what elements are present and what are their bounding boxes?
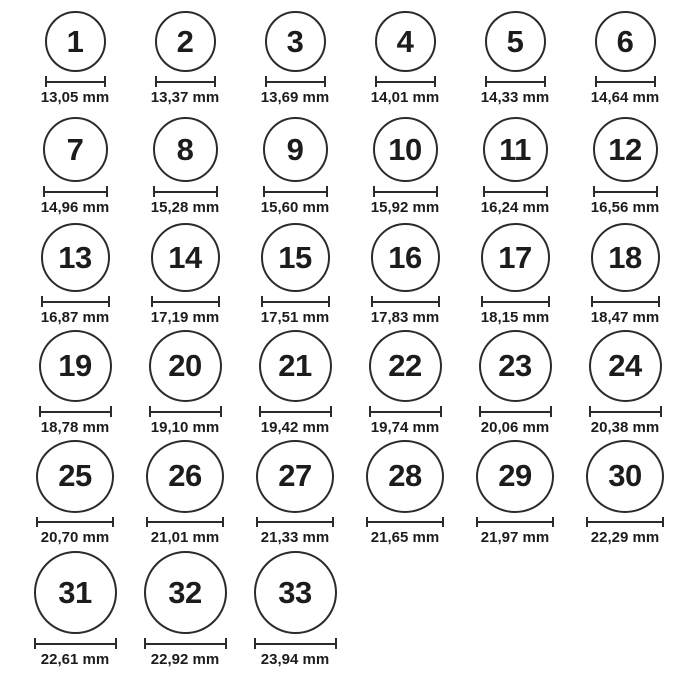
diameter-label: 19,10 mm bbox=[150, 419, 220, 436]
ruler-right-tick bbox=[115, 638, 117, 649]
diameter-ruler bbox=[254, 638, 337, 649]
ring-size-cell bbox=[240, 0, 350, 110]
ring-circle bbox=[263, 117, 328, 182]
ring-size-number: 17 bbox=[498, 239, 532, 275]
ring-size-number: 15 bbox=[278, 239, 312, 275]
ruler-line bbox=[589, 411, 662, 413]
ruler-line bbox=[36, 521, 114, 523]
ring-size-number: 24 bbox=[608, 348, 642, 384]
ring-circle bbox=[485, 11, 546, 72]
ring-size-cell bbox=[350, 110, 460, 220]
ruler-line bbox=[371, 301, 440, 303]
ruler-right-tick bbox=[112, 517, 114, 527]
diameter-label: 18,47 mm bbox=[590, 309, 660, 326]
ring-size-number: 9 bbox=[286, 131, 304, 167]
ring-circle bbox=[149, 330, 222, 402]
ring-size-cell bbox=[350, 220, 460, 330]
ring-size-number: 3 bbox=[286, 23, 304, 59]
ring-size-number: 14 bbox=[168, 239, 202, 275]
diameter-label: 17,19 mm bbox=[150, 309, 220, 326]
ring-circle bbox=[481, 223, 550, 292]
ruler-right-tick bbox=[656, 186, 658, 197]
ring-size-number: 32 bbox=[168, 574, 202, 610]
diameter-ruler bbox=[591, 296, 660, 307]
ruler-right-tick bbox=[654, 76, 656, 87]
ruler-right-tick bbox=[544, 76, 546, 87]
ring-size-number: 28 bbox=[388, 458, 422, 494]
ring-size-cell bbox=[130, 550, 240, 672]
ring-size-cell bbox=[20, 0, 130, 110]
ring-size-number: 11 bbox=[499, 131, 531, 167]
ruler-right-tick bbox=[442, 517, 444, 527]
ruler-line bbox=[586, 521, 664, 523]
ruler-right-tick bbox=[220, 406, 222, 417]
ring-size-number: 2 bbox=[176, 23, 194, 59]
ring-size-cell bbox=[240, 110, 350, 220]
ruler-right-tick bbox=[214, 76, 216, 87]
diameter-ruler bbox=[263, 186, 328, 197]
ruler-right-tick bbox=[222, 517, 224, 527]
ruler-line bbox=[39, 411, 112, 413]
diameter-label: 14,33 mm bbox=[480, 89, 550, 106]
ruler-line bbox=[481, 301, 550, 303]
diameter-ruler bbox=[144, 638, 227, 649]
ruler-right-tick bbox=[110, 406, 112, 417]
ring-size-cell bbox=[20, 330, 130, 440]
ring-circle bbox=[254, 551, 337, 634]
ruler-right-tick bbox=[104, 76, 106, 87]
diameter-ruler bbox=[149, 406, 222, 417]
ring-circle bbox=[586, 440, 664, 513]
diameter-ruler bbox=[265, 76, 326, 87]
ruler-line bbox=[151, 301, 220, 303]
ruler-line bbox=[485, 81, 546, 83]
ring-circle bbox=[41, 223, 110, 292]
diameter-label: 15,92 mm bbox=[370, 199, 440, 216]
ring-size-cell bbox=[130, 440, 240, 550]
ring-size-number: 16 bbox=[388, 239, 422, 275]
ring-size-number: 21 bbox=[278, 348, 312, 384]
diameter-ruler bbox=[151, 296, 220, 307]
ring-circle bbox=[151, 223, 220, 292]
diameter-label: 15,28 mm bbox=[150, 199, 220, 216]
diameter-label: 20,38 mm bbox=[590, 419, 660, 436]
ruler-right-tick bbox=[434, 76, 436, 87]
ruler-line bbox=[45, 81, 106, 83]
ring-circle bbox=[36, 440, 114, 513]
diameter-label: 21,65 mm bbox=[370, 529, 440, 546]
diameter-label: 22,92 mm bbox=[150, 651, 220, 668]
ring-size-cell bbox=[130, 110, 240, 220]
ring-size-cell bbox=[460, 220, 570, 330]
ruler-line bbox=[265, 81, 326, 83]
diameter-label: 13,05 mm bbox=[40, 89, 110, 106]
diameter-label: 16,87 mm bbox=[40, 309, 110, 326]
ring-size-number: 6 bbox=[616, 23, 634, 59]
ruler-line bbox=[593, 191, 658, 193]
ring-size-number: 31 bbox=[58, 574, 92, 610]
ring-size-cell bbox=[570, 110, 680, 220]
ruler-line bbox=[146, 521, 224, 523]
ruler-line bbox=[375, 81, 436, 83]
ring-size-cell bbox=[240, 330, 350, 440]
diameter-ruler bbox=[43, 186, 108, 197]
ring-circle bbox=[34, 551, 117, 634]
ruler-right-tick bbox=[106, 186, 108, 197]
ruler-right-tick bbox=[332, 517, 334, 527]
ring-size-cell bbox=[460, 440, 570, 550]
ring-circle bbox=[479, 330, 552, 402]
diameter-label: 18,78 mm bbox=[40, 419, 110, 436]
diameter-label: 13,37 mm bbox=[150, 89, 220, 106]
diameter-label: 21,01 mm bbox=[150, 529, 220, 546]
ring-circle bbox=[476, 440, 554, 513]
diameter-label: 19,42 mm bbox=[260, 419, 330, 436]
ruler-right-tick bbox=[216, 186, 218, 197]
ruler-line bbox=[261, 301, 330, 303]
ring-circle bbox=[369, 330, 442, 402]
diameter-ruler bbox=[36, 517, 114, 527]
ruler-line bbox=[34, 643, 117, 645]
diameter-ruler bbox=[39, 406, 112, 417]
ring-size-number: 13 bbox=[58, 239, 92, 275]
ruler-line bbox=[43, 191, 108, 193]
ring-size-number: 4 bbox=[396, 23, 414, 59]
ring-size-number: 18 bbox=[608, 239, 642, 275]
ring-size-cell bbox=[570, 220, 680, 330]
ring-circle bbox=[371, 223, 440, 292]
ruler-right-tick bbox=[548, 296, 550, 307]
ring-circle bbox=[256, 440, 334, 513]
diameter-ruler bbox=[483, 186, 548, 197]
diameter-ruler bbox=[153, 186, 218, 197]
ruler-line bbox=[595, 81, 656, 83]
ring-size-number: 19 bbox=[58, 348, 92, 384]
ruler-right-tick bbox=[108, 296, 110, 307]
diameter-label: 14,64 mm bbox=[590, 89, 660, 106]
ruler-line bbox=[366, 521, 444, 523]
ruler-right-tick bbox=[335, 638, 337, 649]
ring-circle bbox=[366, 440, 444, 513]
ring-size-number: 8 bbox=[176, 131, 194, 167]
ruler-line bbox=[591, 301, 660, 303]
ring-size-cell bbox=[350, 440, 460, 550]
ruler-line bbox=[373, 191, 438, 193]
ring-size-cell bbox=[20, 220, 130, 330]
ruler-right-tick bbox=[660, 406, 662, 417]
diameter-label: 23,94 mm bbox=[260, 651, 330, 668]
diameter-ruler bbox=[476, 517, 554, 527]
diameter-ruler bbox=[373, 186, 438, 197]
ruler-line bbox=[149, 411, 222, 413]
ruler-right-tick bbox=[225, 638, 227, 649]
ruler-right-tick bbox=[324, 76, 326, 87]
ring-circle bbox=[373, 117, 438, 182]
ring-circle bbox=[43, 117, 108, 182]
ruler-right-tick bbox=[552, 517, 554, 527]
ruler-line bbox=[263, 191, 328, 193]
ring-circle bbox=[591, 223, 660, 292]
diameter-ruler bbox=[261, 296, 330, 307]
diameter-label: 19,74 mm bbox=[370, 419, 440, 436]
diameter-label: 18,15 mm bbox=[480, 309, 550, 326]
diameter-label: 14,96 mm bbox=[40, 199, 110, 216]
ring-size-cell bbox=[350, 0, 460, 110]
diameter-ruler bbox=[366, 517, 444, 527]
ruler-line bbox=[254, 643, 337, 645]
ring-circle bbox=[375, 11, 436, 72]
ring-circle bbox=[593, 117, 658, 182]
ring-size-cell bbox=[570, 0, 680, 110]
diameter-ruler bbox=[485, 76, 546, 87]
ruler-line bbox=[155, 81, 216, 83]
diameter-label: 22,61 mm bbox=[40, 651, 110, 668]
ring-size-cell bbox=[20, 110, 130, 220]
diameter-ruler bbox=[45, 76, 106, 87]
diameter-label: 21,33 mm bbox=[260, 529, 330, 546]
ring-size-number: 20 bbox=[168, 348, 202, 384]
ring-size-cell bbox=[240, 550, 350, 672]
diameter-label: 16,56 mm bbox=[590, 199, 660, 216]
ring-size-number: 23 bbox=[498, 348, 532, 384]
diameter-label: 22,29 mm bbox=[590, 529, 660, 546]
ruler-right-tick bbox=[662, 517, 664, 527]
diameter-ruler bbox=[479, 406, 552, 417]
ruler-line bbox=[41, 301, 110, 303]
ring-size-cell bbox=[130, 220, 240, 330]
ring-circle bbox=[259, 330, 332, 402]
ring-size-number: 12 bbox=[608, 131, 642, 167]
diameter-ruler bbox=[593, 186, 658, 197]
ring-size-cell bbox=[570, 440, 680, 550]
diameter-label: 20,70 mm bbox=[40, 529, 110, 546]
ruler-right-tick bbox=[658, 296, 660, 307]
ring-circle bbox=[144, 551, 227, 634]
diameter-label: 13,69 mm bbox=[260, 89, 330, 106]
ring-size-grid bbox=[20, 0, 680, 668]
ring-size-cell bbox=[20, 440, 130, 550]
ring-size-number: 10 bbox=[388, 131, 422, 167]
ring-size-cell bbox=[460, 0, 570, 110]
ring-size-number: 26 bbox=[168, 458, 202, 494]
ruler-right-tick bbox=[328, 296, 330, 307]
ring-circle bbox=[155, 11, 216, 72]
ruler-right-tick bbox=[550, 406, 552, 417]
ruler-line bbox=[476, 521, 554, 523]
diameter-label: 17,51 mm bbox=[260, 309, 330, 326]
ruler-right-tick bbox=[218, 296, 220, 307]
ruler-right-tick bbox=[546, 186, 548, 197]
ruler-right-tick bbox=[440, 406, 442, 417]
ruler-line bbox=[153, 191, 218, 193]
ring-size-number: 5 bbox=[506, 23, 524, 59]
ring-size-number: 7 bbox=[66, 131, 84, 167]
diameter-ruler bbox=[259, 406, 332, 417]
ring-circle bbox=[45, 11, 106, 72]
ring-size-number: 27 bbox=[278, 458, 312, 494]
diameter-ruler bbox=[589, 406, 662, 417]
ruler-line bbox=[479, 411, 552, 413]
ring-size-cell bbox=[460, 110, 570, 220]
ring-size-cell bbox=[130, 0, 240, 110]
diameter-ruler bbox=[586, 517, 664, 527]
ring-size-cell bbox=[240, 220, 350, 330]
ring-size-cell bbox=[570, 330, 680, 440]
ring-circle bbox=[261, 223, 330, 292]
ruler-right-tick bbox=[330, 406, 332, 417]
ring-size-number: 22 bbox=[388, 348, 422, 384]
ruler-line bbox=[144, 643, 227, 645]
diameter-label: 17,83 mm bbox=[370, 309, 440, 326]
ruler-right-tick bbox=[438, 296, 440, 307]
ring-size-cell bbox=[350, 330, 460, 440]
diameter-ruler bbox=[595, 76, 656, 87]
diameter-ruler bbox=[34, 638, 117, 649]
ring-size-cell bbox=[130, 330, 240, 440]
diameter-label: 15,60 mm bbox=[260, 199, 330, 216]
ring-circle bbox=[153, 117, 218, 182]
ring-size-number: 25 bbox=[58, 458, 92, 494]
ruler-line bbox=[483, 191, 548, 193]
diameter-ruler bbox=[369, 406, 442, 417]
diameter-ruler bbox=[481, 296, 550, 307]
ruler-line bbox=[256, 521, 334, 523]
ring-size-cell bbox=[20, 550, 130, 672]
diameter-ruler bbox=[371, 296, 440, 307]
ring-circle bbox=[589, 330, 662, 402]
ring-size-number: 30 bbox=[608, 458, 642, 494]
ruler-right-tick bbox=[436, 186, 438, 197]
ring-size-number: 1 bbox=[66, 23, 84, 59]
ring-circle bbox=[146, 440, 224, 513]
diameter-ruler bbox=[155, 76, 216, 87]
ring-circle bbox=[595, 11, 656, 72]
diameter-label: 21,97 mm bbox=[480, 529, 550, 546]
diameter-label: 20,06 mm bbox=[480, 419, 550, 436]
ring-size-cell bbox=[240, 440, 350, 550]
ring-size-number: 29 bbox=[498, 458, 532, 494]
diameter-ruler bbox=[256, 517, 334, 527]
ring-circle bbox=[483, 117, 548, 182]
ring-circle bbox=[265, 11, 326, 72]
ring-size-cell bbox=[460, 330, 570, 440]
diameter-ruler bbox=[41, 296, 110, 307]
ruler-right-tick bbox=[326, 186, 328, 197]
diameter-ruler bbox=[375, 76, 436, 87]
diameter-label: 16,24 mm bbox=[480, 199, 550, 216]
ruler-line bbox=[369, 411, 442, 413]
ring-circle bbox=[39, 330, 112, 402]
ruler-line bbox=[259, 411, 332, 413]
diameter-ruler bbox=[146, 517, 224, 527]
ring-size-number: 33 bbox=[278, 574, 312, 610]
diameter-label: 14,01 mm bbox=[370, 89, 440, 106]
